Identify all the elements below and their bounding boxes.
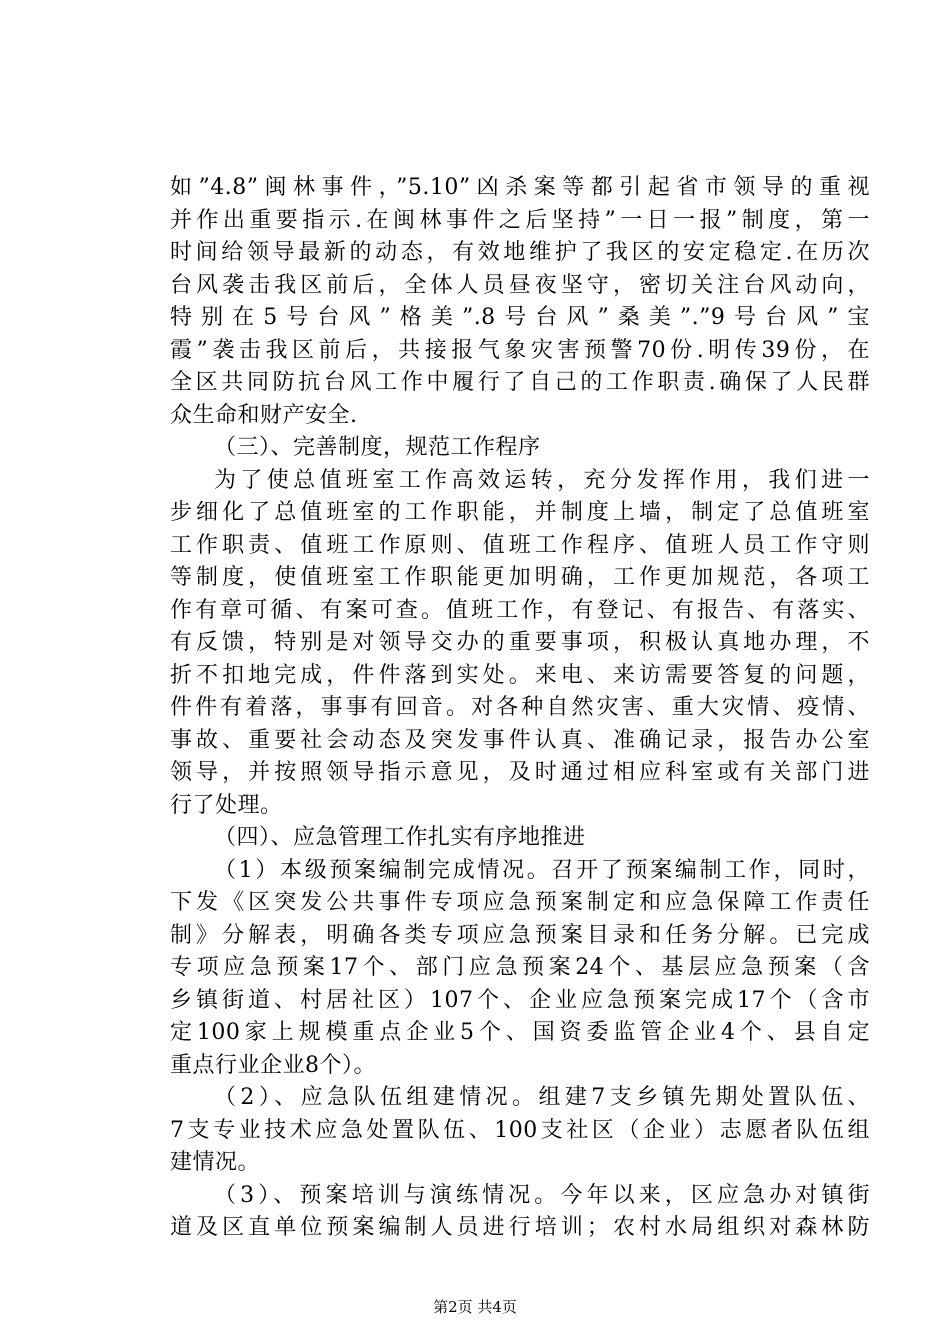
page-number-footer: 第2页 共4页 [433,1298,517,1316]
text-line: 7支专业技术应急处置队伍、100支社区（企业）志愿者队伍组 [170,1117,870,1143]
text-line: 专项应急预案17个、部门应急预案24个、基层应急预案（含 [170,955,870,980]
text-line: 众生命和财产安全. [170,402,358,428]
text-line: 件件有着落，事事有回音。对各种自然灾害、重大灾情、疫情、 [170,695,870,720]
text-line: 行了处理。 [170,792,283,818]
text-line: 如”4.8”闽林事件，”5.10”凶杀案等都引起省市领导的重视 [170,175,870,200]
text-line: 乡镇街道、村居社区）107个、企业应急预案完成17个（含市 [170,987,870,1013]
text-line: 折不扣地完成，件件落到实处。来电、来访需要答复的问题， [170,662,870,688]
text-line: （1）本级预案编制完成情况。召开了预案编制工作，同时， [214,857,870,883]
text-line: 重点行业企业8个）。 [170,1052,376,1078]
text-line: 并作出重要指示.在闽林事件之后坚持”一日一报”制度，第一 [170,207,870,233]
text-line: （3）、预案培训与演练情况。今年以来，区应急办对镇街 [214,1182,870,1208]
text-line: 领导，并按照领导指示意见，及时通过相应科室或有关部门进 [170,760,870,785]
text-line: 等制度，使值班室工作职能更加明确，工作更加规范，各项工 [170,565,870,590]
document-body [170,172,870,1245]
text-line: 定100家上规模重点企业5个、国资委监管企业4个、县自定 [170,1020,870,1045]
text-line: 工作职责、值班工作原则、值班工作程序、值班人员工作守则 [170,532,870,558]
text-line: 步细化了总值班室的工作职能，并制度上墙，制定了总值班室 [170,500,870,525]
text-line: 制》分解表，明确各类专项应急预案目录和任务分解。已完成 [170,922,870,948]
text-line: 下发《区突发公共事件专项应急预案制定和应急保障工作责任 [170,890,870,915]
text-line: 有反馈，特别是对领导交办的重要事项，积极认真地办理，不 [170,630,870,655]
text-line: 为了使总值班室工作高效运转，充分发挥作用，我们进一 [214,467,870,493]
text-line: 台风袭击我区前后，全体人员昼夜坚守，密切关注台风动向， [170,272,870,298]
text-line: 事故、重要社会动态及突发事件认真、准确记录，报告办公室 [170,727,870,753]
text-line: （2）、应急队伍组建情况。组建7支乡镇先期处置队伍、 [214,1085,870,1110]
text-line: 道及区直单位预案编制人员进行培训；农村水局组织对森林防 [170,1215,870,1240]
text-line: 建情况。 [170,1150,261,1175]
text-line: 霞”袭击我区前后，共接报气象灾害预警70份.明传39份，在 [170,337,870,363]
text-line: 作有章可循、有案可查。值班工作，有登记、有报告、有落实、 [170,597,870,623]
text-line: 全区共同防抗台风工作中履行了自己的工作职责.确保了人民群 [170,370,870,395]
section-heading: （三）、完善制度，规范工作程序 [214,435,541,460]
text-line: 时间给领导最新的动态，有效地维护了我区的安定稳定.在历次 [170,240,870,265]
text-line: 特别在5号台风”格美”.8号台风”桑美”.”9号台风”宝 [170,305,870,330]
section-heading: （四）、应急管理工作扎实有序地推进 [214,825,586,850]
